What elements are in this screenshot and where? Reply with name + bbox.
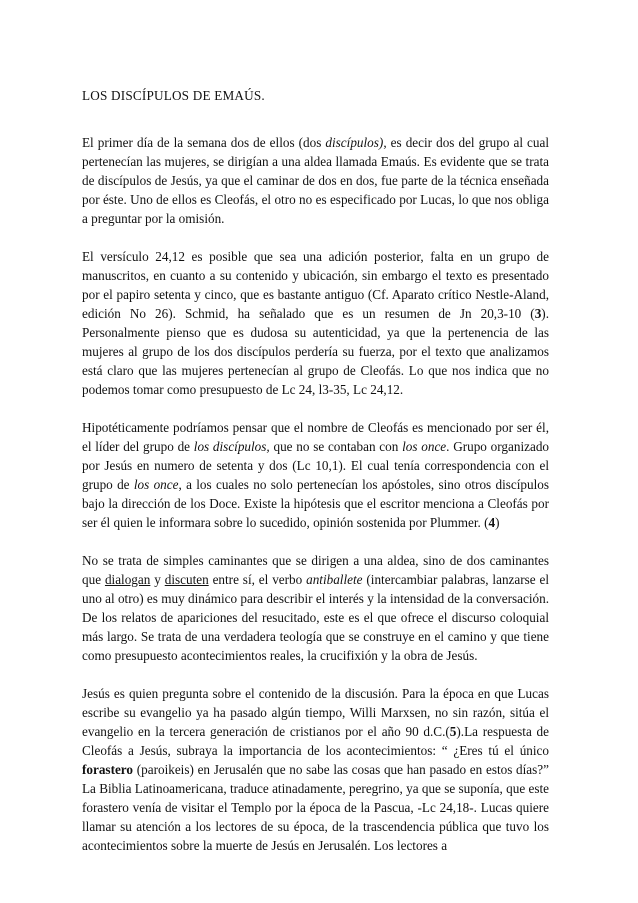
paragraph-text: Hipotéticamente podríamos pensar que el nombre de Cleofás es mencionado por ser él, el líder del grupo de [82, 420, 549, 454]
paragraph-text: , a los cuales no solo pertenecían los apóstoles, sino otros discípulos bajo la dirección de los Doce. Existe la hipótesis que el escritor menciona a Cleofás por ser él quien le informara sobre lo sucedido, opinión sostenida por Plummer. ( [82, 477, 549, 530]
paragraph [82, 247, 549, 399]
paragraph-text: (intercambiar palabras, lanzarse el uno al otro) es muy dinámico para describir el interés y la intensidad de la conversación. De los relatos de apariciones del resucitado, este es el que ofrece el discurso coloquial más largo. Se trata de una verdadera teología que se construye en el camino y que tiene como presupuesto acontecimientos reales, la crucifixión y la obra de Jesús. [82, 572, 550, 663]
paragraph-text: , es decir dos del grupo al cual pertenecían las mujeres, se dirigían a una aldea llamada Emaús. Es evidente que se trata de discípulos de Jesús, ya que el caminar de dos en dos, fue parte de la técnica enseñada por éste. Uno de ellos es Cleofás, el otro no es especificado por Lucas, lo que nos obliga a preguntar por la omisión. [82, 135, 550, 226]
bold-text: 3 [534, 306, 542, 321]
paragraph-text: ). Personalmente pienso que es dudosa su autenticidad, ya que la pertenencia de las mujeres al grupo de los dos discípulos perdería su fuerza, por el texto que analizamos está claro que las mujeres pertenecían al grupo de Cleofás. Lo que nos indica que no podemos tomar como presupuesto de Lc 24, l3-35, Lc 24,12. [82, 306, 549, 397]
paragraph-text: . Grupo organizado por Jesús en numero de setenta y dos (Lc 10,1). El cual tenía correspondencia con el grupo de [82, 439, 550, 492]
underlined-text: dialogan [104, 572, 151, 587]
bold-text: 4 [488, 515, 496, 530]
paragraph-list [82, 133, 549, 855]
paragraph-text: (paroikeis) en Jerusalén que no sabe las cosas que han pasado en estos días?” La Biblia Latinoamericana, traduce atinadamente, peregrino, ya que se suponía, que este forastero venía de visitar el Templo por la época de la Pascua, -Lc 24,18-. Lucas quiere llamar su atención a los lectores de su época, de la trascendencia pública que tuvo los acontecimientos sobre la muerte de Jesús en Jerusalén. Los lectores a [82, 762, 549, 853]
paragraph-text: Jesús es quien pregunta sobre el contenido de la discusión. Para la época en que Lucas escribe su evangelio ya ha pasado algún tiempo, Willi Marxsen, no sin razón, sitúa el evangelio en la tercera generación de cristianos por el año 90 d.C.( [82, 686, 549, 739]
italic-text: los once [402, 439, 447, 454]
paragraph [82, 551, 549, 665]
italic-text: los discípulos, [193, 439, 270, 454]
paragraph-text: que no se contaban con [269, 439, 403, 454]
bold-text: 5 [449, 724, 457, 739]
italic-text: los once [133, 477, 179, 492]
paragraph [82, 418, 549, 532]
underlined-text: discuten [164, 572, 209, 587]
paragraph-text: El versículo 24,12 es posible que sea una adición posterior, falta en un grupo de manuscritos, en cuanto a su contenido y ubicación, sin embargo el texto es presentado por el papiro setenta y cinco, que es bastante antiguo (Cf. Aparato crítico Nestle-Aland, edición No 26). Schmid, ha señalado que es un resumen de Jn 20,3-10 ( [82, 249, 549, 321]
bold-text: forastero [82, 762, 134, 777]
document-body [82, 86, 549, 874]
italic-text: discípulos) [325, 135, 384, 150]
paragraph-text: ).La respuesta de Cleofás a Jesús, subraya la importancia de los acontecimientos: “ ¿Eres tú el único [82, 724, 549, 758]
paragraph-text: entre sí, el verbo [208, 572, 307, 587]
paragraph [82, 133, 549, 228]
paragraph [82, 684, 549, 855]
paragraph-text: ) [495, 515, 500, 530]
paragraph-text: No se trata de simples caminantes que se dirigen a una aldea, sino de dos caminantes que [82, 553, 549, 587]
document-title: LOS DISCÍPULOS DE EMAÚS. [82, 88, 265, 103]
italic-text: antiballete [306, 572, 363, 587]
paragraph-text: y [150, 572, 165, 587]
paragraph-text: El primer día de la semana dos de ellos (dos [82, 135, 326, 150]
